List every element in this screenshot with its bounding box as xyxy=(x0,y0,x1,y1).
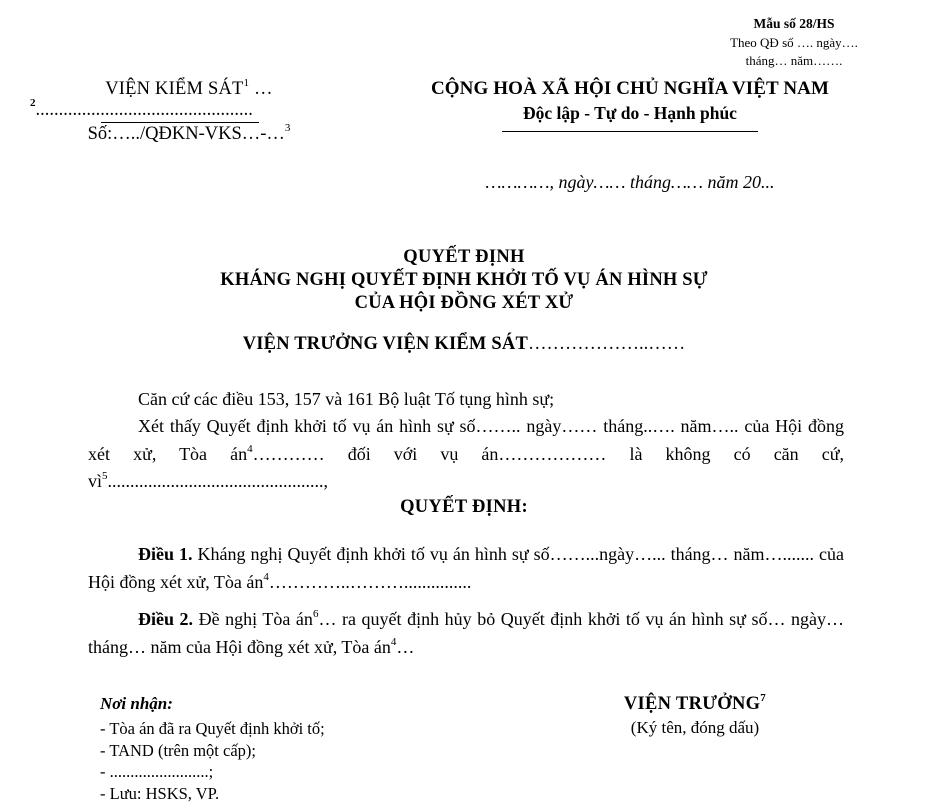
document-title-line-3: CỦA HỘI ĐỒNG XÉT XỬ xyxy=(354,293,574,313)
list-item: - Tòa án đã ra Quyết định khởi tố; xyxy=(100,718,325,738)
article-2-footnote-marker-4: 4 xyxy=(390,636,397,649)
article-2-text-b: … ra quyết định hủy bỏ Quyết định khởi tố vụ án hình sự số… ngày… tháng… năm của Hội đồng xét xử, Tòa án xyxy=(88,608,845,658)
list-item: - TAND (trên một cấp); xyxy=(100,740,256,760)
document-title-line-1: QUYẾT ĐỊNH xyxy=(403,247,525,267)
document-number-label: Số:…../QĐKN-VKS…-… xyxy=(87,124,285,145)
national-motto: Độc lập - Tự do - Hạnh phúc xyxy=(523,103,737,123)
article-1-text-a: Kháng nghị Quyết định khởi tố vụ án hình sự số……...ngày…... tháng… năm…....... của Hội đồng xét xử, Tòa án xyxy=(88,544,844,593)
document-number xyxy=(24,123,354,145)
body-paragraph-2-part-a: Xét thấy Quyết định khởi tố vụ án hình sự số…….. ngày…… tháng..…. năm….. của Hội đồng xét xử, Tòa án xyxy=(88,416,844,464)
form-code-block xyxy=(660,14,928,71)
issuing-office-subline-footnote-marker: 2 xyxy=(30,97,36,110)
authority-line xyxy=(0,334,928,355)
signer-title-label: VIỆN TRƯỞNG xyxy=(623,694,761,715)
national-title: CỘNG HOÀ XÃ HỘI CHỦ NGHĨA VIỆT NAM xyxy=(430,78,830,99)
issuing-office-label: VIỆN KIỂM SÁT xyxy=(105,79,244,100)
document-header xyxy=(0,78,928,168)
body-paragraph-1: Căn cứ các điều 153, 157 và 161 Bộ luật Tố tụng hình sự; xyxy=(138,389,555,409)
article-2 xyxy=(88,605,844,662)
article-1-label: Điều 1. xyxy=(138,544,193,564)
article-1 xyxy=(88,540,844,597)
issuing-office-footnote-marker: 1 xyxy=(243,77,250,89)
article-2-label: Điều 2. xyxy=(138,608,194,629)
body-paragraph-2-footnote-marker-4: 4 xyxy=(247,442,253,455)
recipients-list xyxy=(100,718,460,805)
article-2-text-c: … xyxy=(396,637,415,658)
document-body xyxy=(88,386,844,495)
document-number-footnote-marker: 3 xyxy=(284,122,291,135)
authority-dots: ………………..…… xyxy=(528,334,686,354)
issuing-office-subline-dots: ............................................... xyxy=(35,100,253,121)
signature-block xyxy=(520,693,870,738)
issuing-office-divider xyxy=(101,122,259,123)
article-1-text-b: …………..………............... xyxy=(268,572,472,593)
signer-footnote-marker: 7 xyxy=(760,692,767,704)
form-code-title: Mẫu số 28/HS xyxy=(753,16,835,31)
issuing-office-name xyxy=(24,78,354,100)
list-item: - ........................; xyxy=(100,762,214,782)
issuing-office-subline xyxy=(24,99,354,121)
issuing-office-block xyxy=(24,78,354,145)
signer-title xyxy=(520,693,870,715)
form-code-line-2: tháng… năm……. xyxy=(745,53,843,69)
body-paragraph-2 xyxy=(88,413,844,495)
document-footer xyxy=(0,693,928,802)
authority-label: VIỆN TRƯỞNG VIỆN KIỂM SÁT xyxy=(242,334,529,354)
article-2-footnote-marker-6: 6 xyxy=(312,607,319,620)
list-item: - Lưu: HSKS, VP. xyxy=(100,784,220,804)
signer-note: (Ký tên, đóng dấu) xyxy=(630,718,760,738)
form-code-line-1: Theo QĐ số …. ngày…. xyxy=(730,34,858,50)
article-2-text-a: Đề nghị Tòa án xyxy=(193,608,313,629)
recipients-title: Nơi nhận: xyxy=(100,694,173,713)
articles-block xyxy=(88,540,844,670)
document-title-line-2: KHÁNG NGHỊ QUYẾT ĐỊNH KHỞI TỐ VỤ ÁN HÌNH SỰ xyxy=(220,270,708,290)
body-paragraph-2-part-c: ................................................, xyxy=(107,471,329,492)
place-and-date-line: …………, ngày…… tháng…… năm 20... xyxy=(485,172,775,192)
document-title-block xyxy=(0,247,928,314)
decide-heading: QUYẾT ĐỊNH: xyxy=(400,497,528,517)
national-motto-divider xyxy=(502,131,758,132)
body-paragraph-2-part-b: ………… đối với vụ án……………… là không có căn cứ, vì xyxy=(88,443,844,492)
recipients-block xyxy=(100,693,460,805)
body-paragraph-2-footnote-marker-5: 5 xyxy=(102,470,108,483)
issuing-office-tail: … xyxy=(249,79,273,100)
article-1-footnote-marker: 4 xyxy=(263,571,269,584)
national-header-block xyxy=(360,78,900,132)
